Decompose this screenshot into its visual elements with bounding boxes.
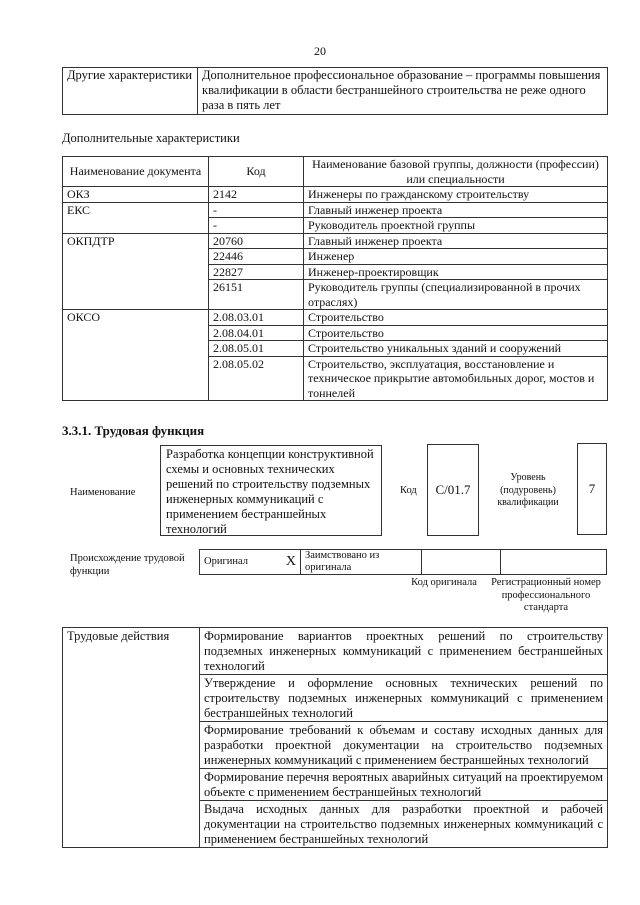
- table-row: [63, 325, 608, 341]
- name-cell: Строительство уникальных зданий и сооружений: [304, 341, 608, 357]
- doc-cell: ОКПДТР: [63, 233, 209, 249]
- code-cell: 2142: [209, 187, 304, 203]
- name-cell: Главный инженер проекта: [304, 233, 608, 249]
- doc-cell: ОКЗ: [63, 187, 209, 203]
- name-cell: Инженер: [304, 249, 608, 265]
- labor-action-item: Выдача исходных данных для разработки проектной и рабочей документации на строительство подземных инженерных коммуникаций с применением бестраншейных технологий: [200, 801, 608, 848]
- origin-borrowed-cell: Заимствовано из оригинала: [301, 550, 422, 575]
- name-cell: Строительство, эксплуатация, восстановление и техническое прикрытие автомобильных дорог, мостов и тоннелей: [304, 356, 608, 401]
- column-header-document: Наименование документа: [63, 157, 209, 187]
- labor-actions-label: Трудовые действия: [63, 628, 200, 848]
- doc-cell: [63, 356, 209, 401]
- other-characteristics-value: Дополнительное профессиональное образование – программы повышения квалификации в области бестраншейного строительства не реже одного раза в пять лет: [198, 68, 608, 115]
- labor-actions-table: [62, 627, 608, 848]
- origin-code-label: Код оригинала: [411, 577, 477, 588]
- code-cell: 2.08.05.02: [209, 356, 304, 401]
- code-cell: -: [209, 218, 304, 234]
- name-cell: Строительство: [304, 310, 608, 326]
- table-row: [63, 341, 608, 357]
- doc-cell: ОКСО: [63, 310, 209, 326]
- name-cell: Строительство: [304, 325, 608, 341]
- origin-original-cell: Оригинал: [200, 550, 279, 575]
- code-cell: 2.08.05.01: [209, 341, 304, 357]
- additional-characteristics-title: Дополнительные характеристики: [62, 131, 240, 145]
- function-name-label: Наименование: [70, 487, 136, 498]
- table-row: [63, 233, 608, 249]
- doc-cell: [63, 249, 209, 265]
- code-cell: 26151: [209, 280, 304, 310]
- table-row: [63, 356, 608, 401]
- origin-label: Происхождение трудовой функции: [70, 553, 185, 577]
- additional-characteristics-table: [62, 156, 608, 401]
- column-header-name: Наименование базовой группы, должности (профессии) или специальности: [304, 157, 608, 187]
- code-cell: 2.08.04.01: [209, 325, 304, 341]
- column-header-code: Код: [209, 157, 304, 187]
- other-characteristics-label: Другие характеристики: [63, 68, 198, 115]
- code-cell: 22827: [209, 264, 304, 280]
- doc-cell: ЕКС: [63, 202, 209, 218]
- labor-action-item: Формирование перечня вероятных аварийных ситуаций на проектируемом объекте с применением бестраншейных технологий: [200, 769, 608, 801]
- table-row: [63, 218, 608, 234]
- table-row: [63, 264, 608, 280]
- doc-cell: [63, 325, 209, 341]
- qualification-level-label: Уровень (подуровень) квалификации: [497, 472, 559, 508]
- origin-reg-number-label: Регистрационный номер профессионального стандарта: [491, 577, 601, 613]
- origin-original-mark: X: [278, 550, 301, 575]
- section-title: 3.3.1. Трудовая функция: [62, 423, 205, 438]
- labor-action-item: Утверждение и оформление основных технических решений по строительству подземных инженерных коммуникаций с применением бестраншейных технологий: [200, 675, 608, 722]
- function-code-box: С/01.7: [427, 444, 479, 536]
- origin-reg-number-cell: [501, 550, 607, 575]
- table-row: [63, 202, 608, 218]
- code-cell: -: [209, 202, 304, 218]
- table-row: [63, 310, 608, 326]
- page-number: 20: [314, 44, 326, 58]
- name-cell: Инженеры по гражданскому строительству: [304, 187, 608, 203]
- name-cell: Руководитель группы (специализированной в прочих отраслях): [304, 280, 608, 310]
- table-row: [63, 187, 608, 203]
- table-header-row: [63, 157, 608, 187]
- labor-action-item: Формирование требований к объемам и составу исходных данных для разработки проектной документации на строительство подземных инженерных коммуникаций с применением бестраншейных технологий: [200, 722, 608, 769]
- qualification-level-box: 7: [577, 443, 607, 535]
- code-cell: 20760: [209, 233, 304, 249]
- labor-action-item: Формирование вариантов проектных решений по строительству подземных инженерных коммуникаций с применением бестраншейных технологий: [200, 628, 608, 675]
- code-cell: 2.08.03.01: [209, 310, 304, 326]
- name-cell: Руководитель проектной группы: [304, 218, 608, 234]
- other-characteristics-table: [62, 67, 608, 115]
- table-row: [63, 249, 608, 265]
- doc-cell: [63, 280, 209, 310]
- code-cell: 22446: [209, 249, 304, 265]
- doc-cell: [63, 218, 209, 234]
- table-row: [63, 280, 608, 310]
- function-name-box: Разработка концепции конструктивной схемы и основных технических решений по строительству подземных инженерных коммуникаций с применением бестраншейных технологий: [160, 445, 382, 536]
- function-code-label: Код: [400, 485, 417, 496]
- name-cell: Главный инженер проекта: [304, 202, 608, 218]
- origin-code-cell: [422, 550, 501, 575]
- table-row: [63, 628, 608, 675]
- doc-cell: [63, 341, 209, 357]
- doc-cell: [63, 264, 209, 280]
- name-cell: Инженер-проектировщик: [304, 264, 608, 280]
- origin-table: [199, 549, 607, 575]
